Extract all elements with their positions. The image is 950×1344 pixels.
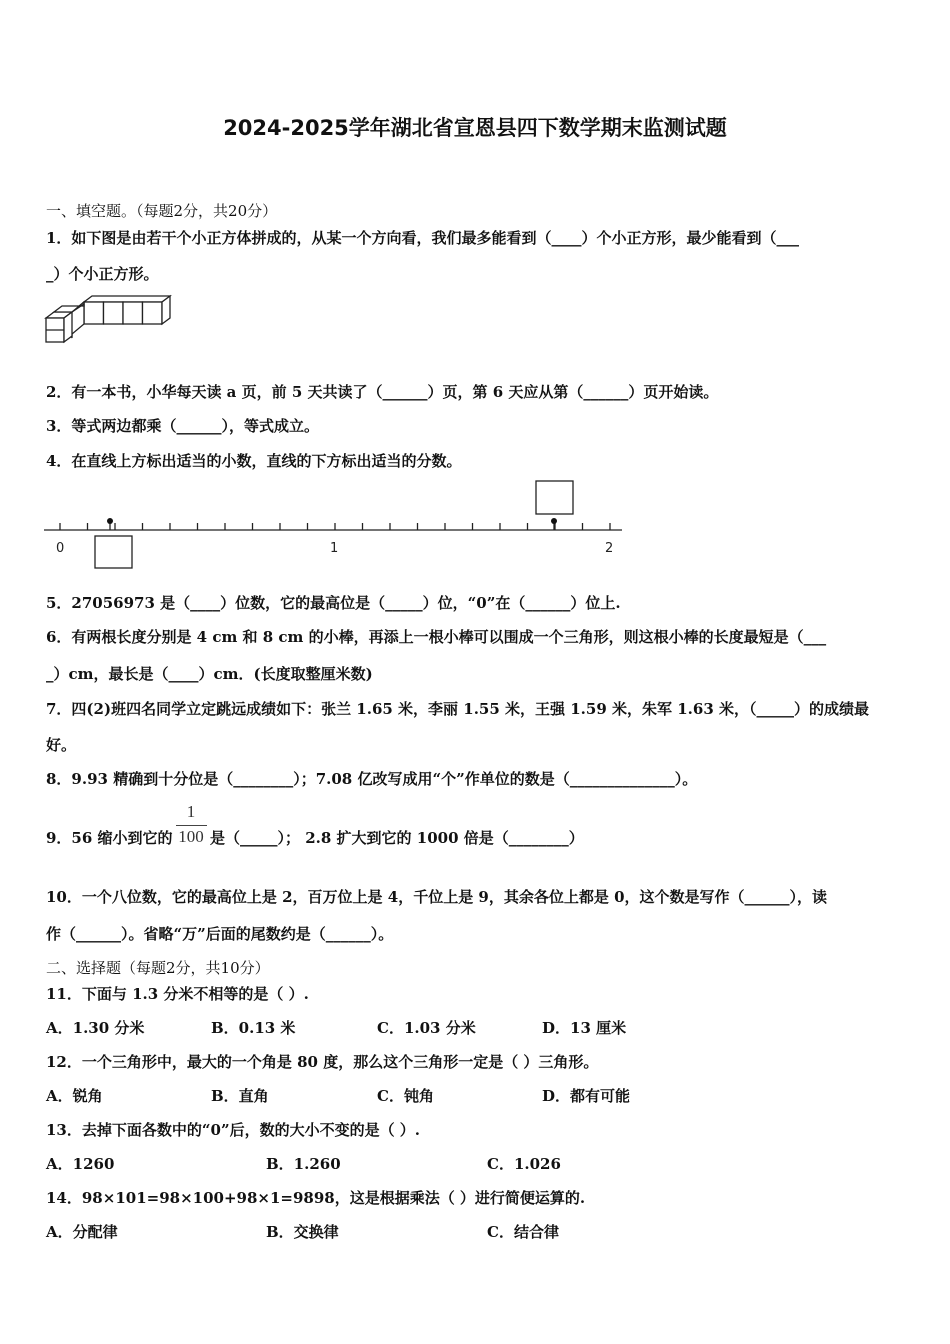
point-marker-right: [551, 518, 557, 524]
question-14: 14．98×101=98×100+98×1=9898，这是根据乘法（ ）进行简便运算的.: [46, 1189, 586, 1207]
fraction-answer-box: [95, 536, 132, 568]
number-line-label-0: 0: [56, 541, 65, 556]
number-line-label-2: 2: [605, 541, 614, 556]
question-5: 5．27056973 是（____）位数，它的最高位是（_____）位，“0”在（______）位上.: [46, 594, 621, 612]
decimal-answer-box: [536, 481, 573, 514]
fraction-bar: [176, 825, 207, 826]
question-2: 2．有一本书，小华每天读 a 页，前 5 天共读了（______）页，第 6 天应从第（______）页开始读。: [46, 383, 719, 401]
question-7-line-2: 好。: [46, 736, 77, 754]
question-12: 12．一个三角形中，最大的一个角是 80 度，那么这个三角形一定是（ ）三角形。: [46, 1053, 599, 1071]
question-13-option-a: A．1260: [46, 1155, 115, 1173]
fraction-numerator: 1: [186, 802, 196, 821]
question-11-option-c: C．1.03 分米: [377, 1019, 476, 1037]
question-9-before: 9．56 缩小到它的: [46, 829, 173, 847]
question-1-line-1: 1．如下图是由若干个小正方体拼成的，从某一个方向看，我们最多能看到（____）个小正方形，最少能看到（___: [46, 229, 799, 247]
cube-figure: [44, 294, 174, 346]
section-heading-choice: 二、选择题（每题2分，共10分）: [46, 959, 270, 977]
question-14-option-a: A．分配律: [46, 1223, 118, 1241]
page-title: 2024-2025学年湖北省宣恩县四下数学期末监测试题: [223, 116, 727, 140]
number-line-ticks: [60, 523, 610, 530]
question-7-line-1: 7．四(2)班四名同学立定跳远成绩如下：张兰 1.65 米，李丽 1.55 米，王强 1.59 米，朱军 1.63 米，（_____）的成绩最: [46, 700, 869, 718]
question-11: 11．下面与 1.3 分米不相等的是（ ）.: [46, 985, 309, 1003]
fraction-denominator: 100: [178, 827, 204, 846]
question-6-line-1: 6．有两根长度分别是 4 cm 和 8 cm 的小棒，再添上一根小棒可以围成一个三角形，则这根小棒的长度最短是（___: [46, 628, 827, 646]
question-3: 3．等式两边都乘（______），等式成立。: [46, 417, 319, 435]
question-12-option-a: A．锐角: [46, 1087, 103, 1105]
section-heading-fill-in: 一、填空题。（每题2分，共20分）: [46, 202, 278, 220]
question-11-option-a: A．1.30 分米: [46, 1019, 145, 1037]
question-13-option-c: C．1.026: [487, 1155, 561, 1173]
question-1-line-2: _）个小正方形。: [46, 265, 159, 283]
question-9-after: 是（_____）； 2.8 扩大到它的 1000 倍是（________）: [210, 829, 584, 847]
question-12-option-b: B．直角: [211, 1087, 269, 1105]
question-4: 4．在直线上方标出适当的小数，直线的下方标出适当的分数。: [46, 452, 462, 470]
question-10-line-2: 作（______）。省略“万”后面的尾数约是（______）。: [46, 925, 394, 943]
question-13-option-b: B．1.260: [266, 1155, 341, 1173]
number-line-label-1: 1: [330, 541, 339, 556]
question-12-option-c: C．钝角: [377, 1087, 434, 1105]
question-14-option-b: B．交换律: [266, 1223, 339, 1241]
question-11-option-b: B．0.13 米: [211, 1019, 296, 1037]
question-11-option-d: D．13 厘米: [542, 1019, 627, 1037]
question-14-option-c: C．结合律: [487, 1223, 559, 1241]
number-line: [40, 476, 640, 572]
point-marker-left: [107, 518, 113, 524]
question-10-line-1: 10．一个八位数，它的最高位上是 2，百万位上是 4，千位上是 9，其余各位上都是 0，这个数是写作（______），读: [46, 888, 828, 906]
question-6-line-2: _）cm，最长是（____）cm．(长度取整厘米数): [46, 665, 373, 683]
question-13: 13．去掉下面各数中的“0”后，数的大小不变的是（ ）.: [46, 1121, 421, 1139]
question-12-option-d: D．都有可能: [542, 1087, 631, 1105]
question-8: 8．9.93 精确到十分位是（________）；7.08 亿改写成用“个”作单位的数是（______________）。: [46, 770, 698, 788]
